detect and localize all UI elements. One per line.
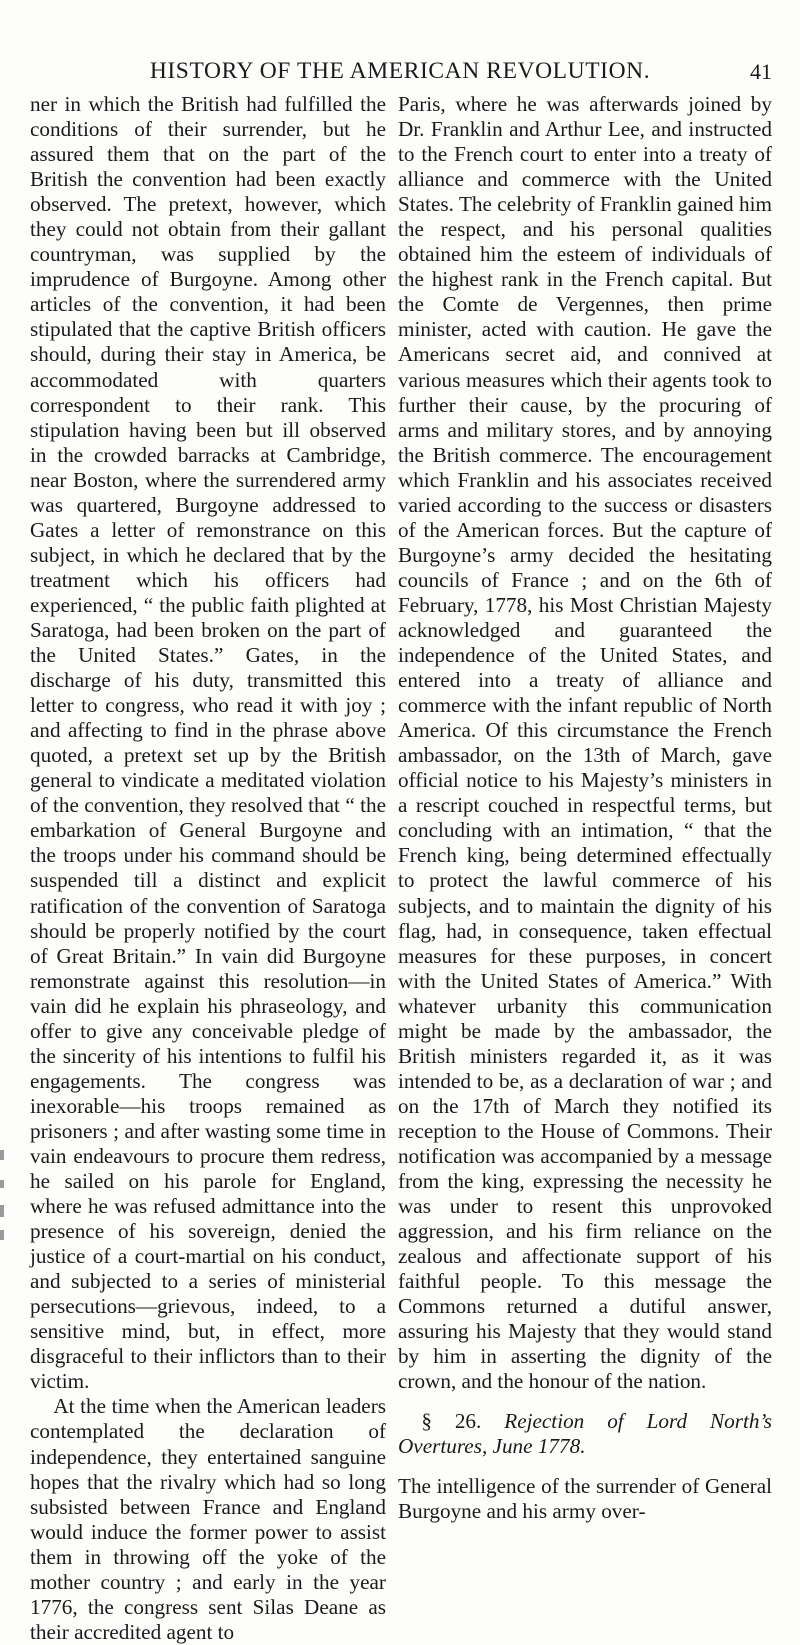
section-heading [398, 1409, 772, 1459]
binding-edge-mark [0, 1205, 4, 1217]
section-number: § 26. [421, 1409, 482, 1434]
running-title: HISTORY OF THE AMERICAN REVOLUTION. [149, 58, 651, 84]
left-paragraph-independence: At the time when the American leaders contemplated the declaration of independence, they entertained sanguine hopes that the rivalry which had so long subsisted between France and England would induce the former power to assist them in throwing off the yoke of the mother country ; and early in the year 1776, the congress sent Silas Deane as their accredited agent to [30, 1394, 386, 1644]
page-number: 41 [750, 59, 772, 84]
binding-edge-mark [0, 1230, 4, 1240]
right-paragraph-continued: Paris, where he was afterwards joined by Dr. Franklin and Arthur Lee, and instructed to the French court to enter into a treaty of alliance and commerce with the United States. The celebrity of Franklin gained him the respect, and his personal qualities obtained him the esteem of individuals of the highest rank in the French capital. But the Comte de Vergennes, then prime minister, acted with caution. He gave the Americans secret aid, and connived at various measures which their agents took to further their cause, by the procuring of arms and military stores, and by annoying the British commerce. The encouragement which Franklin and his associates received varied according to the success or disasters of the American forces. But the capture of Burgoyne’s army decided the hesitating councils of France ; and on the 6th of February, 1778, his Most Christian Majesty acknowledged and guaranteed the independence of the United States, and entered into a treaty of alliance and commerce with the infant republic of North America. Of this circumstance the French ambassador, on the 13th of March, gave official notice to his Majesty’s ministers in a rescript couched in respectful terms, but concluding with an intimation, “ that the French king, being determined effectually to protect the lawful commerce of his subjects, and to maintain the dignity of his flag, had, in consequence, taken effectual measures for these purposes, in concert with the United States of America.” With whatever urbanity this communication might be made by the ambassador, the British ministers regarded it, as it was intended to be, as a declaration of war ; and on the 17th of March they notified its reception to the House of Commons. Their notification was accompanied by a message from the king, expressing the necessity he was under to resent this unprovoked aggression, and his firm reliance on the zealous and affectionate support of his faithful people. To this message the Commons returned a dutiful answer, assuring his Majesty that they would stand by him in asserting the dignity of the crown, and the honour of the nation. [398, 92, 772, 1394]
binding-edge-mark [0, 1150, 4, 1160]
left-column [30, 92, 386, 1645]
section-title: Rejection of Lord North’s Overtures, June 1778. [398, 1409, 772, 1459]
binding-edge-mark [0, 1180, 4, 1188]
right-paragraph-surrender: The intelligence of the surrender of General Burgoyne and his army over- [398, 1473, 772, 1523]
running-header [0, 58, 800, 88]
right-column [398, 92, 772, 1524]
left-paragraph-continued: ner in which the British had fulfilled the conditions of their surrender, but he assured them that on the part of the British the convention had been exactly observed. The pretext, however, which they could not obtain from their gallant countryman, was supplied by the imprudence of Burgoyne. Among other articles of the convention, it had been stipulated that the captive British officers should, during their stay in America, be accommodated with quarters correspondent to their rank. This stipulation having been but ill observed in the crowded barracks at Cambridge, near Boston, where the surrendered army was quartered, Burgoyne addressed to Gates a letter of remonstrance on this subject, in which he declared that by the treatment which his officers had experienced, “ the public faith plighted at Saratoga, had been broken on the part of the United States.” Gates, in the discharge of his duty, transmitted this letter to congress, who read it with joy ; and affecting to find in the phrase above quoted, a pretext set up by the British general to vindicate a meditated violation of the convention, they resolved that “ the embarkation of General Burgoyne and the troops under his command should be suspended till a distinct and explicit ratification of the convention of Saratoga should be properly notified by the court of Great Britain.” In vain did Burgoyne remonstrate against this resolution—in vain did he explain his phraseology, and offer to give any conceivable pledge of the sincerity of his intentions to fulfil his engagements. The congress was inexorable—his troops remained as prisoners ; and after wasting some time in vain endeavours to procure them redress, he sailed on his parole for England, where he was refused admittance into the presence of his sovereign, denied the justice of a court-martial on his conduct, and subjected to a series of ministerial persecutions—grievous, indeed, to a sensitive mind, but, in effect, more disgraceful to their inflictors than to their victim. [30, 92, 386, 1394]
